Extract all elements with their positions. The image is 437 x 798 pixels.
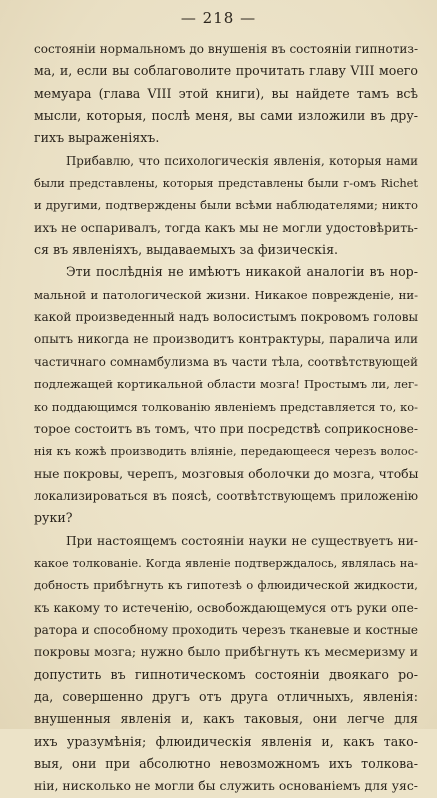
text-line: какой произведенный надъ волосистымъ покровомъ головы bbox=[34, 310, 418, 325]
text-line: ма, и, если вы соблаговолите прочитать главу VIII моего bbox=[34, 63, 418, 79]
text-line: были представлены, которыя представлены были г-омъ Richet bbox=[34, 176, 418, 191]
text-line: гихъ выраженiяхъ. bbox=[34, 130, 160, 146]
text-line: ся въ явленiяхъ, выдаваемыхъ за физическiя. bbox=[34, 242, 339, 258]
text-line: частичнаго сомнамбулизма въ части тѣла, соотвѣтствующей bbox=[34, 354, 418, 369]
text-line: мальной и патологической жизни. Никакое поврежденiе, ни- bbox=[34, 287, 418, 302]
text-line: да, совершенно другъ отъ друга отличныхъ, явленiя: bbox=[34, 688, 418, 704]
body-text bbox=[34, 38, 418, 798]
text-line: нiя къ кожѣ производить влiянiе, передающееся черезъ волос- bbox=[34, 444, 418, 459]
text-line: ко поддающимся толкованiю явленiемъ представляется то, ко- bbox=[34, 399, 418, 414]
text-line: и другими, подтверждены были всѣми наблюдателями; никто bbox=[34, 198, 418, 213]
text-line: выя, они при абсолютно невозможномъ ихъ толкова- bbox=[34, 756, 418, 771]
text-line: локализироваться въ поясѣ, соотвѣтствующемъ приложенiю bbox=[34, 488, 418, 503]
text-line: ные покровы, черепъ, мозговыя оболочки до мозга, чтобы bbox=[34, 465, 419, 481]
text-line: внушенныя явленiя и, какъ таковыя, они легче для bbox=[34, 711, 418, 727]
page-number: — 218 — bbox=[180, 9, 257, 27]
text-line: опытъ никогда не производитъ контрактуры, паралича или bbox=[34, 332, 418, 347]
text-line: При настоящемъ состоянiи науки не существуетъ ни- bbox=[66, 533, 418, 548]
text-line: ихъ не оспаривалъ, тогда какъ мы не могли удостовѣрить- bbox=[34, 219, 418, 235]
text-line: допустить въ гипнотическомъ состоянiи двоякаго ро- bbox=[34, 666, 418, 682]
text-line: ратора и способному проходить черезъ тканевые и костные bbox=[34, 622, 418, 637]
text-line: какое толкованiе. Когда явленiе подтверждалось, являлась на- bbox=[34, 555, 418, 570]
text-line: нiи, нисколько не могли бы служить основанiемъ для уяс- bbox=[34, 778, 418, 794]
text-line: руки? bbox=[34, 510, 73, 526]
text-line: покровы мозга; нужно было прибѣгнуть къ месмеризму и bbox=[34, 644, 418, 660]
text-line: къ какому то истеченiю, освобождающемуся отъ руки опе- bbox=[34, 600, 418, 615]
text-line: торое состоитъ въ томъ, что при посредствѣ соприкоснове- bbox=[34, 421, 418, 436]
text-line: состоянiи нормальномъ до внушенiя въ состоянiи гипнотиз- bbox=[34, 42, 418, 56]
text-line: мемуара (глава VIII этой книги), вы найдете тамъ всѣ bbox=[34, 85, 418, 101]
text-line: Эти послѣднiя не имѣютъ никакой аналогiи въ нор- bbox=[66, 264, 418, 280]
text-line: подлежащей кортикальной области мозга! Простымъ ли, лег- bbox=[34, 377, 418, 392]
text-line: Прибавлю, что психологическiя явленiя, которыя нами bbox=[66, 153, 418, 168]
text-line: ихъ уразумѣнiя; флюидическiя явленiя и, какъ тако- bbox=[34, 733, 418, 749]
text-line: мысли, которыя, послѣ меня, вы сами изложили въ дру- bbox=[34, 108, 418, 124]
text-line: добность прибѣгнуть къ гипотезѣ о флюидической жидкости, bbox=[34, 578, 418, 593]
